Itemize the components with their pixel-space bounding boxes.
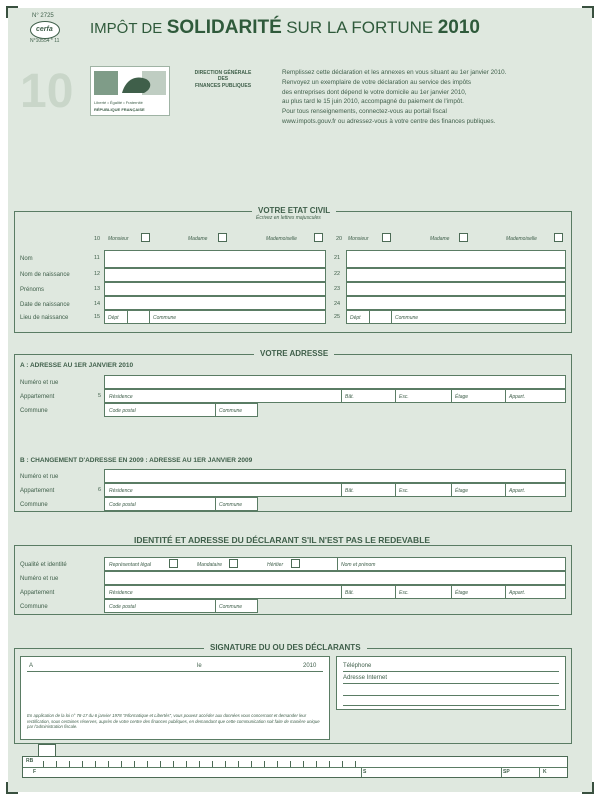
etat-civil-subtitle: Écrivez en lettres majuscules <box>256 215 321 221</box>
corner-mark-top-left <box>6 6 18 18</box>
corner-mark-top-right <box>582 6 594 18</box>
dept-label: Dépt <box>350 315 361 321</box>
logo-republique: RÉPUBLIQUE FRANÇAISE <box>94 107 145 112</box>
adresse-b-title: B : CHANGEMENT D'ADRESSE EN 2009 : ADRESSE AU 1ER JANVIER 2009 <box>20 457 253 464</box>
civility-label: Monsieur <box>108 236 129 242</box>
form-page <box>8 8 592 792</box>
appart-label: Appart. <box>509 590 526 596</box>
dgfip-line-1: DIRECTION GÉNÉRALE <box>194 70 252 76</box>
footer-midline <box>23 767 567 768</box>
commune-row-label: Commune <box>20 604 48 610</box>
email-label: Adresse Internet <box>343 675 388 681</box>
signature-box[interactable] <box>20 656 330 740</box>
row-label: Prénoms <box>20 287 45 293</box>
dgfip-line-2: DES <box>217 76 229 83</box>
civility-label: Mademoiselle <box>506 236 537 242</box>
dept-label: Dépt <box>108 315 119 321</box>
prenoms-field-2[interactable] <box>346 282 566 296</box>
footer-s: S <box>363 769 367 775</box>
prenoms-field-1[interactable] <box>104 282 326 296</box>
declarant-appartement-field[interactable] <box>104 585 566 599</box>
footer-rb: RB <box>26 758 34 764</box>
appartement-label: Appartement <box>20 488 55 494</box>
adresse-a-numero-field[interactable] <box>104 375 566 389</box>
adresse-a-appartement-field[interactable] <box>104 389 566 403</box>
checkbox-monsieur-1[interactable] <box>141 233 150 242</box>
signature-title: SIGNATURE DU OU DES DÉCLARANTS <box>204 643 367 652</box>
cerfa-logo <box>30 21 60 39</box>
cell-divider <box>391 311 392 323</box>
footer-sp: SP <box>503 769 510 775</box>
adresse-b-numero-field[interactable] <box>104 469 566 483</box>
cell-divider <box>451 484 452 496</box>
cell-divider <box>149 311 150 323</box>
field-number: 10 <box>94 236 101 242</box>
checkbox-mademoiselle-2[interactable] <box>554 233 563 242</box>
residence-label: Résidence <box>109 394 133 400</box>
dgfip-line-3: FINANCES PUBLIQUES <box>194 82 252 89</box>
field-number: 14 <box>94 301 101 307</box>
telephone-label: Téléphone <box>343 663 372 669</box>
marianne-icon <box>92 69 170 99</box>
marianne-logo <box>90 66 170 116</box>
etage-label: Étage <box>455 394 469 400</box>
civility-label: Madame <box>188 236 208 242</box>
numero-label: Numéro et rue <box>20 380 59 386</box>
date-naissance-field-2[interactable] <box>346 296 566 310</box>
instruction-line: des entreprises dont dépend le votre domicile au 1er janvier 2010, <box>282 88 467 96</box>
footer-f: F <box>33 769 37 775</box>
row-label: Lieu de naissance <box>20 315 69 321</box>
field-number: 23 <box>334 286 341 292</box>
instruction-line: Remplissez cette déclaration et les annexes en vous situant au 1er janvier 2010. <box>282 69 507 76</box>
field-number: 21 <box>334 255 341 261</box>
etage-label: Étage <box>455 590 469 596</box>
checkbox-madame-1[interactable] <box>218 233 227 242</box>
corner-mark-bottom-left <box>6 782 18 794</box>
esc-label: Esc. <box>399 394 409 400</box>
civility-label: Monsieur <box>348 236 369 242</box>
residence-label: Résidence <box>109 590 133 596</box>
contact-line <box>343 705 559 706</box>
bat-label: Bât. <box>345 590 354 596</box>
bat-label: Bât. <box>345 488 354 494</box>
nom-naissance-field-2[interactable] <box>346 268 566 282</box>
contact-box <box>336 656 566 710</box>
declarant-qualite-field[interactable] <box>104 557 566 571</box>
form-title <box>90 17 480 39</box>
esc-label: Esc. <box>399 590 409 596</box>
adresse-b-commune-field[interactable] <box>104 497 258 511</box>
field-number: 24 <box>334 301 341 307</box>
commune-label: Commune <box>219 502 243 508</box>
telephone-line[interactable] <box>343 671 559 672</box>
row-label: Date de naissance <box>20 302 70 308</box>
checkbox-mademoiselle-1[interactable] <box>314 233 323 242</box>
adresse-b-appartement-field[interactable] <box>104 483 566 497</box>
civility-label: Mademoiselle <box>266 236 297 242</box>
field-number: 22 <box>334 271 341 277</box>
nom-field-2[interactable] <box>346 250 566 268</box>
commune-label: Commune <box>219 604 243 610</box>
declarant-title: IDENTITÉ ET ADRESSE DU DÉCLARANT S'IL N'EST PAS LE REDEVABLE <box>128 535 436 545</box>
field-number: 11 <box>94 255 100 261</box>
footer-k: K <box>543 769 547 775</box>
footer-strip <box>22 756 568 778</box>
cell-divider <box>215 404 216 416</box>
numero-label: Numéro et rue <box>20 576 59 582</box>
cell-divider <box>395 586 396 598</box>
lieu-naissance-field-2[interactable] <box>346 310 566 324</box>
cell-divider <box>505 390 506 402</box>
title-suffix: SUR LA FORTUNE <box>286 18 434 37</box>
checkbox-heritier[interactable] <box>291 559 300 568</box>
code-postal-label: Code postal <box>109 502 136 508</box>
appartement-label: Appartement <box>20 590 55 596</box>
signature-a-label: A <box>29 663 34 669</box>
esc-label: Esc. <box>399 488 409 494</box>
instruction-line: Pour tous renseignements, connectez-vous au portail fiscal <box>282 108 447 115</box>
appart-label: Appart. <box>509 394 526 400</box>
mandataire-label: Mandataire <box>197 562 223 568</box>
nom-personne-label: Nom et prénom <box>341 562 376 568</box>
logo-motto: Liberté • Égalité • Fraternité <box>94 100 143 105</box>
field-number: 5 <box>98 393 102 399</box>
cell-divider <box>505 484 506 496</box>
signature-le-label: le <box>197 663 202 669</box>
cell-divider <box>395 390 396 402</box>
row-label: Nom <box>20 256 33 262</box>
cell-divider <box>215 498 216 510</box>
adresse-title: VOTRE ADRESSE <box>254 349 334 358</box>
cell-divider <box>451 586 452 598</box>
commune-label: Commune <box>219 408 243 414</box>
title-year: 2010 <box>437 17 480 38</box>
form-reference: N°10554 * 11 <box>30 38 60 44</box>
field-number: 20 <box>336 236 343 242</box>
code-postal-label: Code postal <box>109 408 136 414</box>
cell-divider <box>215 600 216 612</box>
field-number: 12 <box>94 271 101 277</box>
etat-civil-title: VOTRE ETAT CIVIL <box>252 206 336 215</box>
code-postal-label: Code postal <box>109 604 136 610</box>
declarant-commune-field[interactable] <box>104 599 258 613</box>
cell-divider <box>337 558 338 570</box>
nom-field-1[interactable] <box>104 250 326 268</box>
cell-divider <box>369 311 370 323</box>
cell-divider <box>539 767 540 777</box>
row-label: Nom de naissance <box>20 272 70 278</box>
bat-label: Bât. <box>345 394 354 400</box>
instruction-line: www.impots.gouv.fr ou adressez-vous à votre centre des finances publiques. <box>282 117 496 125</box>
cell-divider <box>341 586 342 598</box>
cell-divider <box>451 390 452 402</box>
etage-label: Étage <box>455 488 469 494</box>
cell-divider <box>505 586 506 598</box>
title-main: SOLIDARITÉ <box>166 17 282 38</box>
legal-notice: En application de la loi n° 78-17 du 6 janvier 1978 "Informatique et Libertés", vous pouvez accéder aux données vous concernant et demander leur rectification, sous certaines réserves, auprès de votre centre des finances publiques, en demandant que cette communication soit faite de manière unique par l'administration fiscale. <box>27 713 320 730</box>
field-number: 13 <box>94 286 101 292</box>
checkbox-mandataire[interactable] <box>229 559 238 568</box>
field-number: 15 <box>94 314 101 320</box>
heritier-label: Héritier <box>267 562 284 568</box>
contact-line <box>343 695 559 696</box>
qualite-label: Qualité et identité <box>20 562 67 568</box>
representant-label: Représentant légal <box>109 562 151 568</box>
cell-divider <box>361 767 362 777</box>
lieu-naissance-field-1[interactable] <box>104 310 326 324</box>
adresse-a-title: A : ADRESSE AU 1ER JANVIER 2010 <box>20 362 134 369</box>
cell-divider <box>501 767 502 777</box>
date-naissance-field-1[interactable] <box>104 296 326 310</box>
field-number: 25 <box>334 314 341 320</box>
form-code: N° 2725 <box>32 13 54 19</box>
residence-label: Résidence <box>109 488 133 494</box>
checkbox-representant[interactable] <box>169 559 178 568</box>
numero-label: Numéro et rue <box>20 474 59 480</box>
form-big-number: 10 <box>20 65 74 118</box>
dgfip-block <box>180 70 266 89</box>
field-number: 6 <box>98 487 102 493</box>
cell-divider <box>341 484 342 496</box>
corner-mark-bottom-right <box>582 782 594 794</box>
cell-divider <box>127 311 128 323</box>
checkbox-madame-2[interactable] <box>459 233 468 242</box>
commune-row-label: Commune <box>20 408 48 414</box>
civility-label: Madame <box>430 236 450 242</box>
appart-label: Appart. <box>509 488 526 494</box>
instruction-line: Renvoyez un exemplaire de votre déclaration au service des impôts <box>282 78 472 86</box>
title-prefix: IMPÔT DE <box>90 20 163 37</box>
nom-naissance-field-1[interactable] <box>104 268 326 282</box>
instruction-line: au plus tard le 15 juin 2010, accompagné du paiement de l'impôt. <box>282 98 464 106</box>
instructions-block <box>282 68 506 127</box>
cerfa-text: cerfa <box>36 26 53 33</box>
checkbox-monsieur-2[interactable] <box>382 233 391 242</box>
declarant-numero-field[interactable] <box>104 571 566 585</box>
appartement-label: Appartement <box>20 394 55 400</box>
footer-ticks <box>43 761 363 767</box>
email-line[interactable] <box>343 683 559 684</box>
signature-year: 2010 <box>303 663 317 669</box>
commune-label: Commune <box>395 315 419 321</box>
commune-row-label: Commune <box>20 502 48 508</box>
cell-divider <box>341 390 342 402</box>
signature-date-line <box>27 671 323 672</box>
adresse-a-commune-field[interactable] <box>104 403 258 417</box>
commune-label: Commune <box>153 315 177 321</box>
cell-divider <box>395 484 396 496</box>
